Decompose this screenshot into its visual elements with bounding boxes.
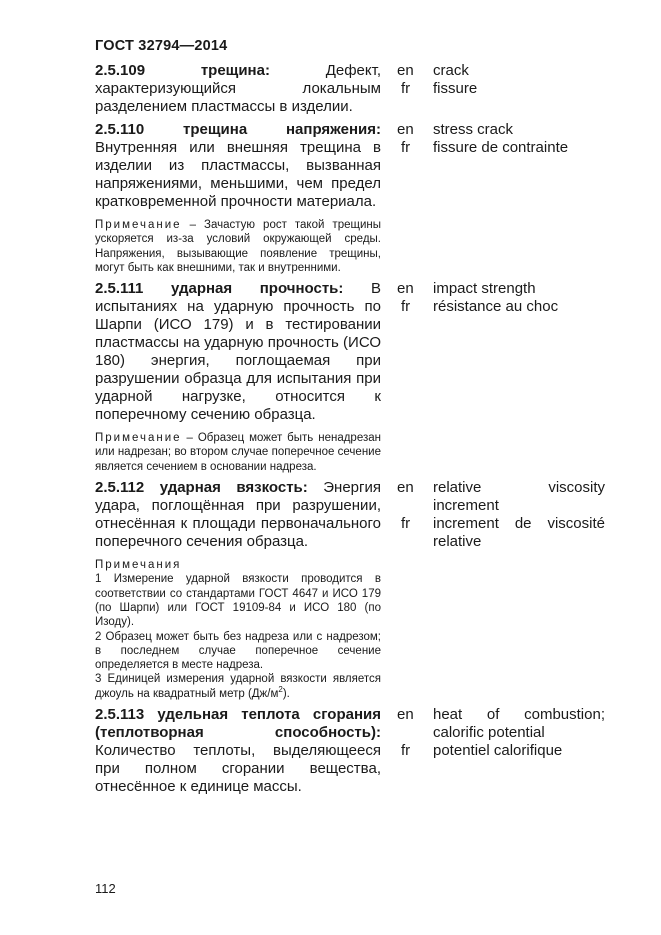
definition-text: В испытаниях на ударную прочность по Шарпи (ИСО 179) и в тестировании пластмассы на ударную прочность (ИСО 180) энергия, поглощаемая при разрушении образца для испытания при ударной нагрузке, относится к поперечному сечению образца. (95, 280, 381, 424)
equivalents (395, 479, 605, 551)
superscript-2: 2 (278, 684, 283, 694)
definition-text: Дефект, характеризующийся локальным разделением пластмассы в изделии. (95, 62, 381, 115)
french-term: fissure (433, 80, 478, 97)
term-number: 2.5.109 (95, 62, 146, 79)
english-term-line-2: increment (433, 497, 499, 515)
note-label: Примечание (95, 219, 182, 231)
term-entry-2-5-110 (95, 121, 605, 275)
term-name: удельная теплота сгорания (теплотворная способность): (95, 706, 381, 742)
note-item-3-end: ). (282, 687, 290, 700)
term-heading (95, 479, 308, 496)
french-term-line-2: relative (433, 533, 482, 551)
note-item-3 (95, 672, 381, 701)
document-header: ГОСТ 32794—2014 (95, 38, 228, 54)
term-entry-2-5-112 (95, 479, 605, 701)
term-definition (95, 62, 381, 116)
term-name: ударная прочность: (171, 280, 344, 298)
page-number: 112 (95, 881, 116, 896)
term-entry-2-5-113 (95, 706, 605, 796)
lang-code-fr: fr (401, 139, 411, 156)
english-term-line-2: calorific potential (433, 724, 545, 742)
lang-code-en: en (397, 121, 414, 138)
definition-text: Внутренняя или внешняя трещина в изделии из пластмассы, вызванная напряжениями, меньшими, чем предел кратковременной прочности материала. (95, 139, 381, 210)
english-term-line-1: heat of combustion; (433, 706, 605, 724)
term-entry-2-5-109 (95, 62, 605, 116)
term-definition (95, 479, 381, 551)
note-text: – Образец может быть ненадрезан или надрезан; во втором случае поперечное сечение является сечением в основании надреза. (95, 432, 381, 473)
english-term: stress crack (433, 121, 514, 138)
french-term: potentiel calorifique (433, 742, 563, 760)
term-heading (95, 121, 381, 138)
note-item-2: 2 Образец может быть без надреза или с надрезом; в последнем случае поперечное сечение определяется в месте надреза. (95, 630, 381, 672)
english-term-line-1: relative viscosity (433, 479, 605, 497)
french-term (433, 515, 605, 551)
note (95, 218, 381, 275)
lang-code-fr: fr (401, 742, 411, 760)
term-entries (95, 62, 605, 796)
term-heading (95, 706, 381, 741)
definition-text: Количество теплоты, выделяющееся при полном сгорании вещества, отнесённое к единице массы. (95, 742, 381, 796)
french-term-line-1: increment de viscosité (433, 515, 605, 533)
lang-code-en: en (397, 706, 414, 724)
term-name: трещина напряжения: (183, 121, 381, 138)
english-term (433, 706, 605, 742)
term-definition (95, 706, 381, 796)
term-definition (95, 121, 381, 211)
lang-code-en: en (397, 280, 414, 298)
equivalents (395, 121, 605, 157)
note-item-1: 1 Измерение ударной вязкости проводится в соответствии со стандартами ГОСТ 4647 и ИСО 179 (по Шарпи) или ГОСТ 19109-84 и ИСО 180 (по Изоду). (95, 573, 381, 629)
note (95, 431, 381, 474)
term-name: трещина: (200, 62, 270, 79)
term-heading (95, 62, 270, 79)
french-term: résistance au choc (433, 298, 559, 316)
english-term: crack (433, 62, 469, 79)
term-number: 2.5.111 (95, 280, 144, 298)
lang-code-en: en (397, 62, 414, 79)
note-text: – Зачастую рост такой трещины ускоряется из-за условий окружающей среды. Напряжения, вызывающие появление трещины, могут быть как внешними, так и внутренними. (95, 219, 381, 274)
definition-text: Энергия удара, поглощённая при разрушении, отнесённая к площади первоначального поперечного сечения образца. (95, 479, 381, 551)
equivalents (395, 280, 605, 316)
english-term (433, 479, 605, 515)
term-heading (95, 280, 343, 297)
note-item-3-text: 3 Единицей измерения ударной вязкости является джоуль на квадратный метр (Дж/м (95, 673, 381, 700)
equivalents (395, 706, 605, 760)
term-number: 2.5.110 (95, 121, 145, 138)
french-term: fissure de contrainte (433, 139, 569, 156)
lang-code-fr: fr (401, 80, 411, 97)
note-label: Примечание (95, 432, 182, 445)
term-number: 2.5.113 (95, 706, 145, 724)
term-name: ударная вязкость: (159, 479, 308, 497)
term-number: 2.5.112 (95, 479, 145, 497)
term-entry-2-5-111 (95, 280, 605, 474)
term-definition (95, 280, 381, 424)
notes-label: Примечания (95, 559, 182, 572)
lang-code-fr: fr (401, 515, 411, 533)
lang-code-fr: fr (401, 298, 411, 316)
english-term: impact strength (433, 280, 536, 298)
notes (95, 558, 381, 701)
lang-code-en: en (397, 479, 414, 497)
equivalents (395, 62, 605, 98)
